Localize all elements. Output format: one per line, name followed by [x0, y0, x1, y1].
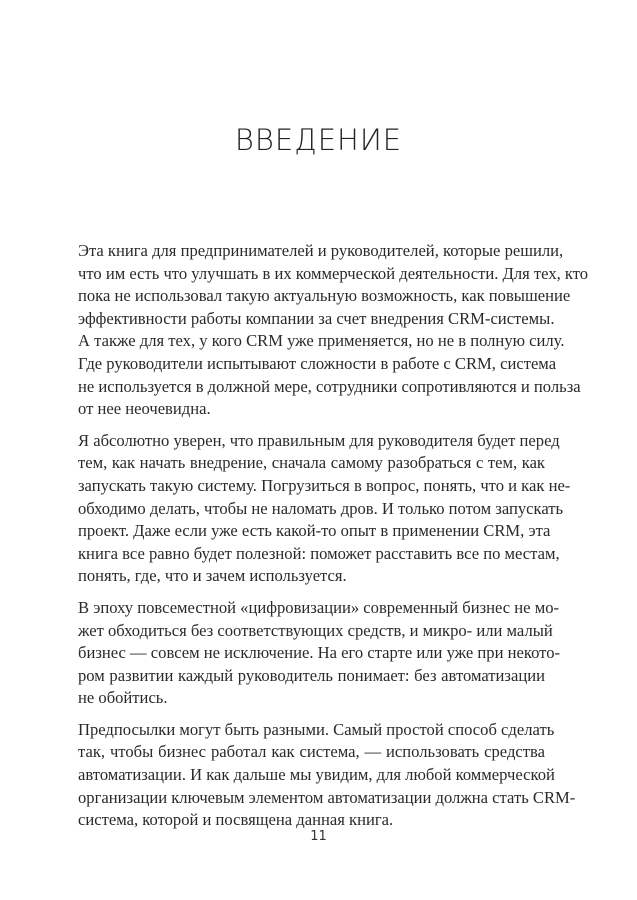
text-line: пока не использовал такую актуальную возможность, как повышение — [78, 286, 571, 306]
paragraph — [78, 597, 561, 710]
body-text — [78, 240, 589, 841]
text-line: Предпосылки могут быть разными. Самый простой способ сделать — [78, 719, 555, 739]
text-line: Где руководители испытывают сложности в работе с CRM, система — [78, 353, 557, 373]
text-line: от нее неочевидна. — [78, 399, 211, 419]
text-line: не используется в должной мере, сотрудники сопротивляются и польза — [78, 376, 581, 396]
text-line: система, которой и посвящена данная книга. — [78, 810, 394, 830]
text-line: обходимо делать, чтобы не наломать дров. И только потом запускать — [78, 498, 564, 518]
text-line: тем, как начать внедрение, сначала самому разобраться с тем, как — [78, 453, 545, 473]
text-line: книга все равно будет полезной: поможет расставить все по местам, — [78, 543, 560, 563]
text-line: запускать такую систему. Погрузиться в вопрос, понять, что и как не- — [78, 475, 571, 495]
text-line: эффективности работы компании за счет внедрения CRM-системы. — [78, 308, 555, 328]
page-number: 11 — [310, 829, 327, 844]
text-line: ром развитии каждый руководитель понимает: без автоматизации — [78, 665, 545, 685]
text-line: В эпоху повсеместной «цифровизации» современный бизнес не мо- — [78, 597, 560, 617]
text-line: понять, где, что и зачем используется. — [78, 566, 347, 586]
text-line: проект. Даже если уже есть какой-то опыт в применении CRM, эта — [78, 521, 551, 541]
text-line: Я абсолютно уверен, что правильным для руководителя будет перед — [78, 430, 560, 450]
paragraph — [78, 430, 571, 588]
text-line: автоматизации. И как дальше мы увидим, для любой коммерческой — [78, 765, 555, 785]
text-line: что им есть что улучшать в их коммерческой деятельности. Для тех, кто — [78, 263, 589, 283]
paragraph — [78, 719, 576, 832]
text-line: бизнес — совсем не исключение. На его старте или уже при некото- — [78, 643, 561, 663]
chapter-title: ВВЕДЕНИЕ — [234, 123, 403, 158]
paragraph — [78, 240, 589, 421]
text-line: организации ключевым элементом автоматизации должна стать CRM- — [78, 787, 576, 807]
text-line: А также для тех, у кого CRM уже применяется, но не в полную силу. — [78, 331, 565, 351]
text-line: Эта книга для предпринимателей и руководителей, которые решили, — [78, 241, 564, 260]
text-line: жет обходиться без соответствующих средств, и микро- или малый — [78, 620, 553, 640]
text-line: не обойтись. — [78, 688, 168, 708]
text-line: так, чтобы бизнес работал как система, — использовать средства — [78, 742, 545, 762]
